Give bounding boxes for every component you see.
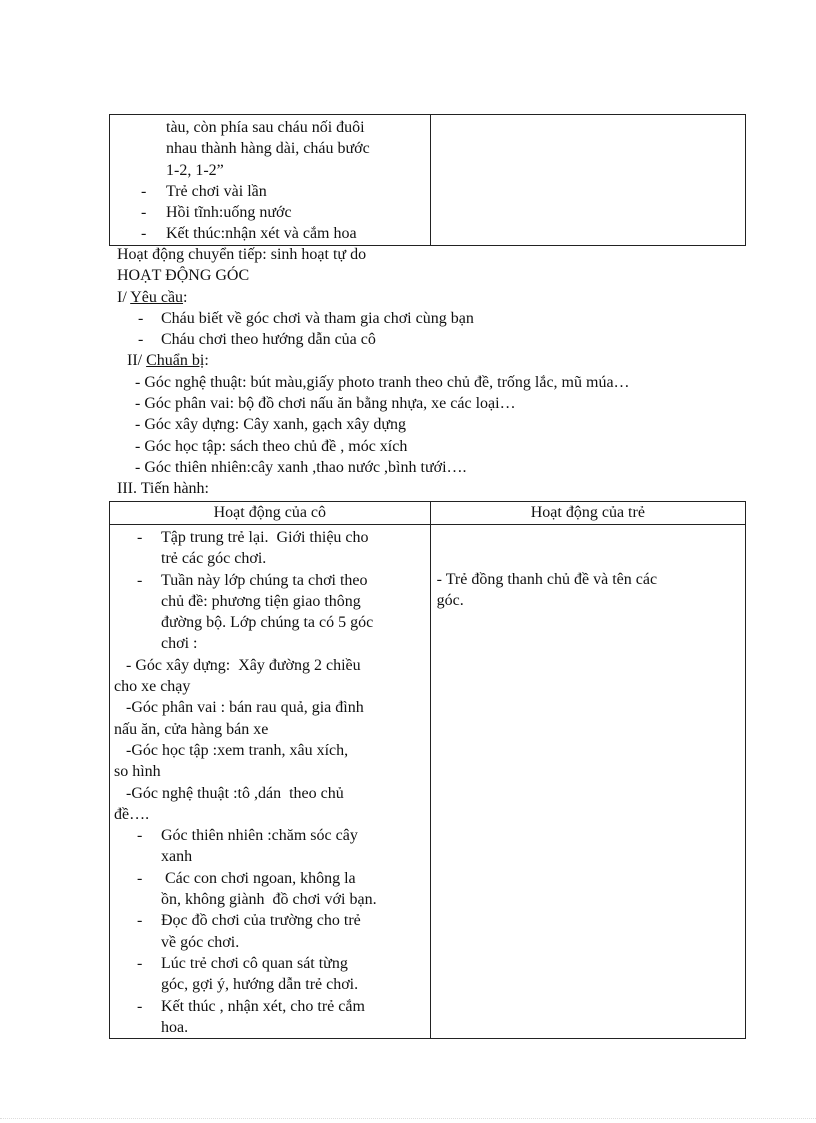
line-text: Hồi tĩnh:uống nước bbox=[166, 204, 292, 222]
continued-line bbox=[110, 138, 430, 159]
line-text: Các con chơi ngoan, không la bbox=[161, 869, 356, 887]
corner-item bbox=[110, 697, 430, 718]
bullet-item bbox=[110, 910, 430, 931]
requirements-heading bbox=[117, 287, 757, 308]
line-text: tàu, còn phía sau cháu nối đuôi bbox=[166, 119, 365, 136]
bullet-dash: - bbox=[137, 997, 143, 1015]
line-text: trẻ các góc chơi. bbox=[161, 550, 267, 568]
bullet-item bbox=[110, 953, 430, 974]
requirement-item bbox=[117, 329, 757, 350]
line-text: Tuần này lớp chúng ta chơi theo bbox=[161, 571, 368, 589]
bullet-dash: - bbox=[141, 182, 147, 200]
preparation-item: - Góc học tập: sách theo chủ đề , móc xích bbox=[135, 437, 408, 455]
bullet-dash: - bbox=[138, 331, 144, 349]
bullet-continuation bbox=[110, 974, 430, 995]
bullet-continuation bbox=[110, 591, 430, 612]
bullet-continuation bbox=[110, 633, 430, 654]
corner-activity-section bbox=[117, 244, 757, 500]
bullet-dash: - bbox=[137, 529, 143, 546]
corner-item bbox=[110, 655, 430, 676]
line-text: -Góc phân vai : bán rau quả, gia đình bbox=[126, 699, 364, 717]
line-text: Lúc trẻ chơi cô quan sát từng bbox=[161, 954, 348, 972]
corner-continuation bbox=[110, 676, 430, 697]
corner-item bbox=[110, 740, 430, 761]
bullet-item bbox=[110, 570, 430, 591]
line-text: Góc thiên nhiên :chăm sóc cây bbox=[161, 827, 358, 845]
line-text: 1-2, 1-2” bbox=[166, 161, 224, 179]
bullet-dash: - bbox=[137, 827, 143, 845]
bullet-item bbox=[110, 223, 430, 244]
line-text: nhau thành hàng dài, cháu bước bbox=[166, 140, 370, 158]
preparation-item: - Góc xây dựng: Cây xanh, gạch xây dựng bbox=[135, 416, 407, 434]
line-text: so hình bbox=[114, 763, 161, 781]
bullet-item bbox=[110, 996, 430, 1017]
requirement-text: Cháu chơi theo hướng dẫn của cô bbox=[161, 331, 376, 349]
requirements-suffix: : bbox=[183, 288, 188, 306]
line-text: Kết thúc , nhận xét, cho trẻ cắm bbox=[161, 997, 365, 1015]
preparation-item: - Góc thiên nhiên:cây xanh ,thao nước ,bình tưới…. bbox=[135, 458, 467, 476]
requirements-label: Yêu cầu bbox=[130, 288, 184, 306]
requirements-list bbox=[117, 308, 757, 351]
top-table-right-cell bbox=[430, 115, 745, 246]
top-table-left-cell bbox=[110, 115, 431, 246]
bullet-continuation bbox=[110, 1017, 430, 1038]
requirement-text: Cháu biết về góc chơi và tham gia chơi cùng bạn bbox=[161, 309, 474, 327]
line-text: đề…. bbox=[114, 805, 150, 823]
line-text: -Góc học tập :xem tranh, xâu xích, bbox=[126, 741, 349, 759]
bullet-dash: - bbox=[138, 309, 144, 327]
bullet-continuation bbox=[110, 932, 430, 953]
line-text: chủ đề: phương tiện giao thông bbox=[161, 592, 361, 610]
line-text: đường bộ. Lớp chúng ta có 5 góc bbox=[161, 614, 374, 632]
header-teacher-activity: Hoạt động của cô bbox=[110, 502, 431, 525]
header-children-activity: Hoạt động của trẻ bbox=[430, 502, 745, 525]
corner-continuation bbox=[110, 719, 430, 740]
bullet-dash: - bbox=[137, 954, 143, 972]
line-text: về góc chơi. bbox=[161, 933, 240, 951]
transition-line: Hoạt động chuyển tiếp: sinh hoạt tự do bbox=[117, 246, 367, 263]
line-text: Trẻ chơi vài lần bbox=[166, 182, 267, 200]
line-text: chơi : bbox=[161, 635, 198, 653]
bullet-dash: - bbox=[137, 912, 143, 930]
children-response-line: góc. bbox=[436, 592, 464, 610]
corner-item bbox=[110, 783, 430, 804]
preparation-label: Chuẩn bị bbox=[146, 352, 205, 370]
bullet-item bbox=[110, 202, 430, 223]
line-text: -Góc nghệ thuật :tô ,dán theo chủ bbox=[126, 784, 344, 802]
page-bottom-divider bbox=[0, 1118, 816, 1119]
children-response-line: - Trẻ đồng thanh chủ đề và tên các bbox=[436, 571, 658, 588]
bullet-continuation bbox=[110, 846, 430, 867]
teacher-activity-cell bbox=[110, 525, 431, 1039]
continued-line bbox=[110, 160, 430, 181]
preparation-item: - Góc phân vai: bộ đồ chơi nấu ăn bằng nhựa, xe các loại… bbox=[135, 395, 516, 413]
corner-continuation bbox=[110, 761, 430, 782]
main-activity-table bbox=[109, 501, 746, 1039]
bullet-continuation bbox=[110, 548, 430, 569]
requirement-item bbox=[117, 308, 757, 329]
top-activity-table bbox=[109, 114, 746, 246]
preparation-heading bbox=[117, 350, 757, 371]
preparation-prefix: II/ bbox=[127, 352, 147, 370]
line-text: Tập trung trẻ lại. Giới thiệu cho bbox=[161, 529, 369, 546]
preparation-list bbox=[117, 372, 757, 478]
bullet-continuation bbox=[110, 612, 430, 633]
bullet-dash: - bbox=[137, 869, 143, 887]
line-text: cho xe chạy bbox=[114, 678, 191, 696]
line-text: - Góc xây dựng: Xây đường 2 chiều bbox=[126, 656, 361, 674]
bullet-item bbox=[110, 825, 430, 846]
line-text: ồn, không giành đồ chơi với bạn. bbox=[161, 891, 377, 909]
preparation-suffix: : bbox=[204, 352, 209, 370]
preparation-item: - Góc nghệ thuật: bút màu,giấy photo tranh theo chủ đề, trống lắc, mũ múa… bbox=[135, 373, 630, 391]
requirements-prefix: I/ bbox=[117, 288, 131, 306]
section-title: HOẠT ĐỘNG GÓC bbox=[117, 267, 250, 285]
bullet-dash: - bbox=[141, 225, 147, 243]
proceed-heading: III. Tiến hành: bbox=[117, 480, 209, 498]
bullet-item bbox=[110, 181, 430, 202]
corner-continuation bbox=[110, 804, 430, 825]
line-text: Kết thúc:nhận xét và cắm hoa bbox=[166, 225, 357, 243]
line-text: góc, gợi ý, hướng dẫn trẻ chơi. bbox=[161, 976, 359, 994]
bullet-dash: - bbox=[137, 571, 143, 589]
line-text: hoa. bbox=[161, 1018, 189, 1036]
bullet-item bbox=[110, 527, 430, 548]
children-activity-cell bbox=[430, 525, 745, 1039]
line-text: nấu ăn, cửa hàng bán xe bbox=[114, 720, 269, 738]
bullet-continuation bbox=[110, 889, 430, 910]
continued-line bbox=[110, 117, 430, 138]
bullet-dash: - bbox=[141, 204, 147, 222]
line-text: xanh bbox=[161, 848, 193, 866]
line-text: Đọc đồ chơi của trường cho trẻ bbox=[161, 912, 361, 930]
bullet-item bbox=[110, 868, 430, 889]
